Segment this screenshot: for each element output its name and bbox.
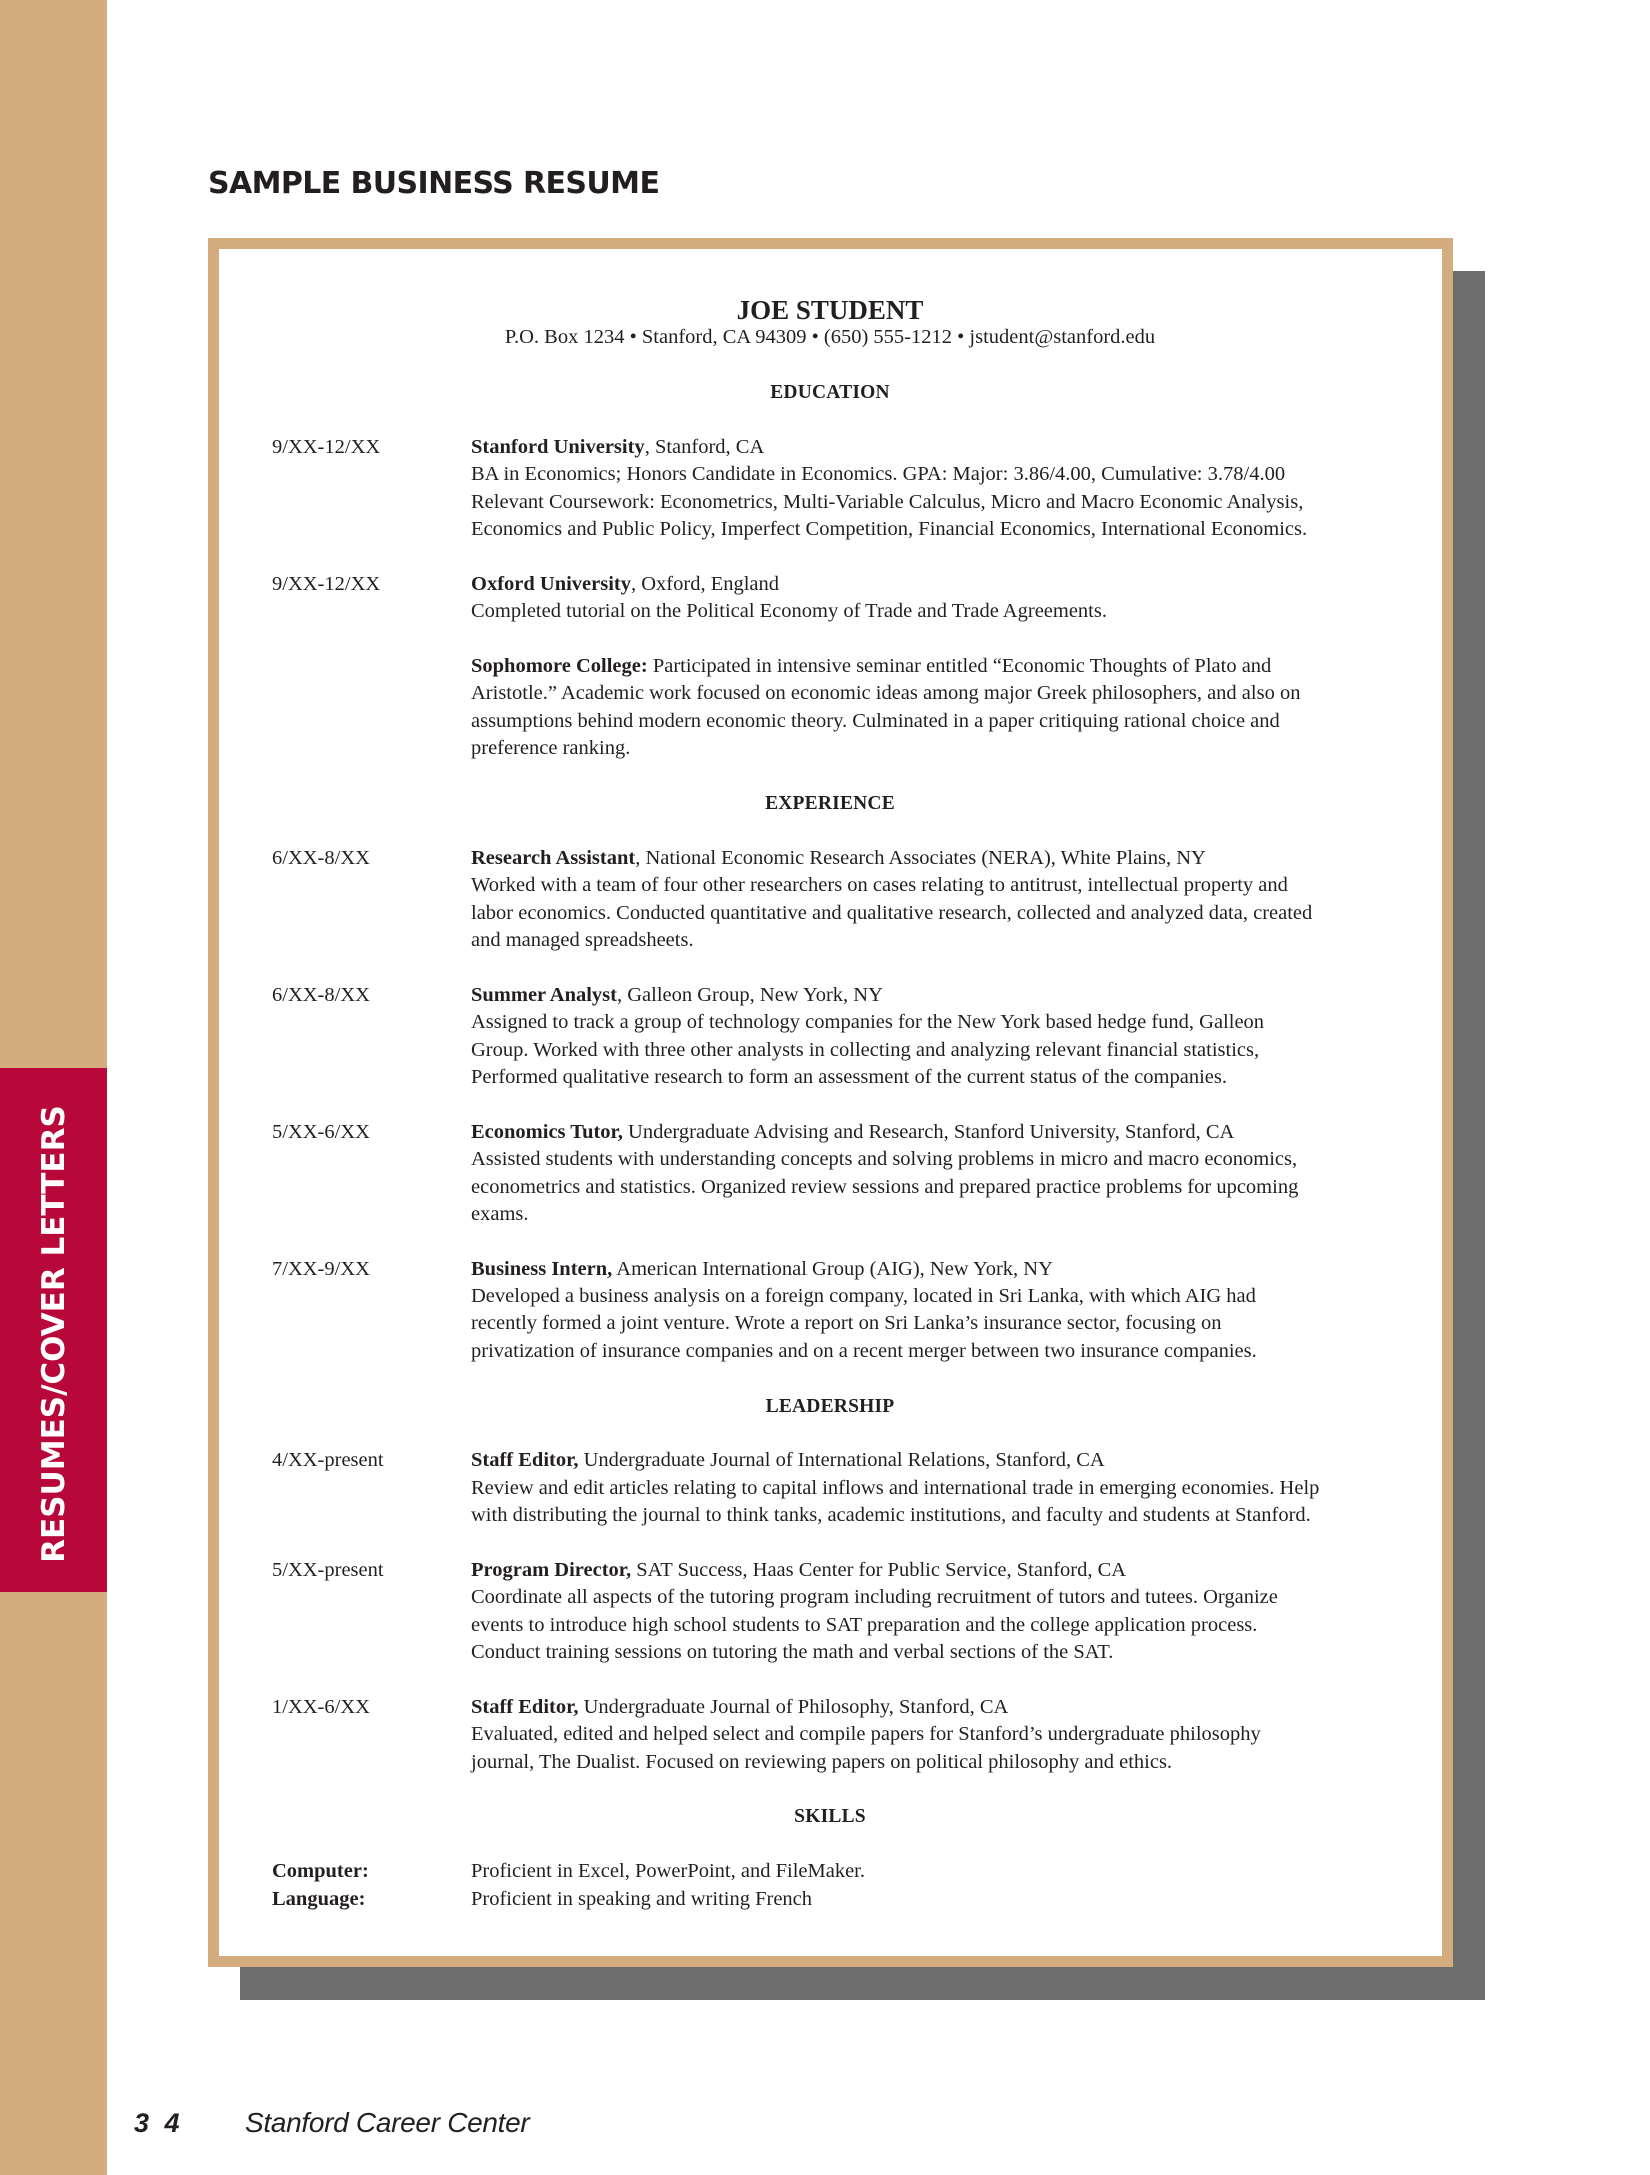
entry-date: 7/XX-9/XX: [272, 1257, 370, 1280]
entry-title: Stanford University: [471, 435, 645, 458]
section-heading-education: EDUCATION: [770, 382, 890, 404]
entry-line: Worked with a team of four other researchers on cases relating to antitrust, intellectual property and: [471, 874, 1288, 897]
entry-title: Oxford University: [471, 572, 631, 595]
education-entry: [0, 653, 1650, 763]
entry-line: Review and edit articles relating to capital inflows and international trade in emerging economies. Help: [471, 1476, 1320, 1499]
entry-line: Coordinate all aspects of the tutoring program including recruitment of tutors and tutees. Organize: [471, 1586, 1278, 1609]
experience-entry: [0, 1256, 1650, 1366]
entry-date: 6/XX-8/XX: [272, 983, 370, 1006]
entry-line: and managed spreadsheets.: [471, 928, 694, 951]
skill-row: [0, 1886, 1650, 1913]
entry-line: assumptions behind modern economic theory. Culminated in a paper critiquing rational choice and: [471, 709, 1280, 732]
entry-line: Evaluated, edited and helped select and compile papers for Stanford’s undergraduate philosophy: [471, 1723, 1261, 1746]
page-title: SAMPLE BUSINESS RESUME: [208, 166, 660, 201]
resume-name: JOE STUDENT: [736, 295, 924, 325]
entry-organization: SAT Success, Haas Center for Public Service, Stanford, CA: [631, 1558, 1127, 1581]
entry-title: Staff Editor,: [471, 1695, 579, 1718]
resume-contact: P.O. Box 1234 • Stanford, CA 94309 • (650) 555-1212 • jstudent@stanford.edu: [504, 326, 1156, 349]
entry-description: Participated in intensive seminar entitled “Economic Thoughts of Plato and: [647, 655, 1272, 678]
experience-entry: [0, 1119, 1650, 1229]
section-tab-label: RESUMES/COVER LETTERS: [36, 1105, 72, 1563]
leadership-entry: [0, 1447, 1650, 1529]
entry-line: exams.: [471, 1202, 529, 1225]
resume-document: [0, 297, 1650, 1913]
entry-line: Completed tutorial on the Political Economy of Trade and Trade Agreements.: [471, 600, 1107, 623]
entry-line: Economics and Public Policy, Imperfect Competition, Financial Economics, International Economics.: [471, 518, 1308, 541]
entry-location: , Oxford, England: [631, 572, 780, 595]
education-entry: [0, 434, 1650, 544]
entry-line: Relevant Coursework: Econometrics, Multi-Variable Calculus, Micro and Macro Economic Analysis,: [471, 490, 1304, 513]
entry-date: 1/XX-6/XX: [272, 1695, 370, 1718]
section-heading-skills: SKILLS: [794, 1806, 866, 1828]
entry-line: privatization of insurance companies and on a recent merger between two insurance companies.: [471, 1339, 1257, 1362]
skill-row: [0, 1858, 1650, 1885]
section-heading-experience: EXPERIENCE: [765, 793, 895, 815]
entry-line: Aristotle.” Academic work focused on economic ideas among major Greek philosophers, and also on: [471, 682, 1301, 705]
skill-value: Proficient in speaking and writing French: [471, 1887, 813, 1910]
entry-line: with distributing the journal to think tanks, academic institutions, and faculty and students at Stanford.: [471, 1504, 1311, 1527]
entry-title: Business Intern,: [471, 1257, 613, 1280]
entry-line: journal, The Dualist. Focused on reviewing papers on political philosophy and ethics.: [471, 1750, 1173, 1773]
entry-date: 5/XX-present: [272, 1558, 384, 1581]
entry-line: preference ranking.: [471, 737, 631, 760]
entry-date: 5/XX-6/XX: [272, 1120, 370, 1143]
experience-entry: [0, 845, 1650, 955]
entry-date: 9/XX-12/XX: [272, 435, 381, 458]
entry-title: Sophomore College:: [471, 655, 648, 678]
education-entry: [0, 571, 1650, 626]
leadership-entry: [0, 1694, 1650, 1776]
entry-line: BA in Economics; Honors Candidate in Economics. GPA: Major: 3.86/4.00, Cumulative: 3.78/4.00: [471, 463, 1286, 486]
skill-label: Language:: [272, 1887, 366, 1910]
entry-line: Assigned to track a group of technology companies for the New York based hedge fund, Galleon: [471, 1011, 1265, 1034]
entry-organization: , National Economic Research Associates (NERA), White Plains, NY: [635, 846, 1206, 869]
entry-line: econometrics and statistics. Organized review sessions and prepared practice problems for upcoming: [471, 1175, 1299, 1198]
skill-value: Proficient in Excel, PowerPoint, and FileMaker.: [471, 1860, 865, 1883]
entry-line: labor economics. Conducted quantitative and qualitative research, collected and analyzed data, created: [471, 901, 1313, 924]
section-heading-leadership: LEADERSHIP: [765, 1395, 895, 1417]
entry-date: 9/XX-12/XX: [272, 572, 381, 595]
entry-date: 4/XX-present: [272, 1449, 384, 1472]
skill-label: Computer:: [272, 1860, 369, 1883]
entry-line: events to introduce high school students to SAT preparation and the college application process.: [471, 1613, 1258, 1636]
leadership-entry: [0, 1557, 1650, 1667]
footer-publication: Stanford Career Center: [245, 2107, 530, 2138]
entry-title: Research Assistant: [471, 846, 636, 869]
entry-line: Conduct training sessions on tutoring the math and verbal sections of the SAT.: [471, 1641, 1114, 1664]
page-number: 3 4: [134, 2108, 184, 2138]
entry-date: 6/XX-8/XX: [272, 846, 370, 869]
entry-line: recently formed a joint venture. Wrote a report on Sri Lanka’s insurance sector, focusing on: [471, 1312, 1222, 1335]
entry-line: Developed a business analysis on a foreign company, located in Sri Lanka, with which AIG had: [471, 1285, 1256, 1308]
entry-organization: Undergraduate Journal of Philosophy, Stanford, CA: [578, 1695, 1009, 1718]
entry-line: Group. Worked with three other analysts in collecting and analyzing relevant financial statistics,: [471, 1038, 1260, 1061]
entry-title: Summer Analyst: [471, 983, 617, 1006]
entry-organization: American International Group (AIG), New York, NY: [612, 1257, 1053, 1280]
entry-organization: Undergraduate Journal of International Relations, Stanford, CA: [578, 1449, 1105, 1472]
entry-organization: , Galleon Group, New York, NY: [616, 983, 883, 1006]
entry-line: Performed qualitative research to form an assessment of the current status of the companies.: [471, 1065, 1227, 1088]
entry-title: Program Director,: [471, 1558, 632, 1581]
entry-title: Staff Editor,: [471, 1449, 579, 1472]
entry-location: , Stanford, CA: [644, 435, 765, 458]
entry-title: Economics Tutor,: [471, 1120, 623, 1143]
entry-organization: Undergraduate Advising and Research, Stanford University, Stanford, CA: [622, 1120, 1235, 1143]
entry-line: Assisted students with understanding concepts and solving problems in micro and macro economics,: [471, 1148, 1298, 1171]
experience-entry: [0, 982, 1650, 1092]
